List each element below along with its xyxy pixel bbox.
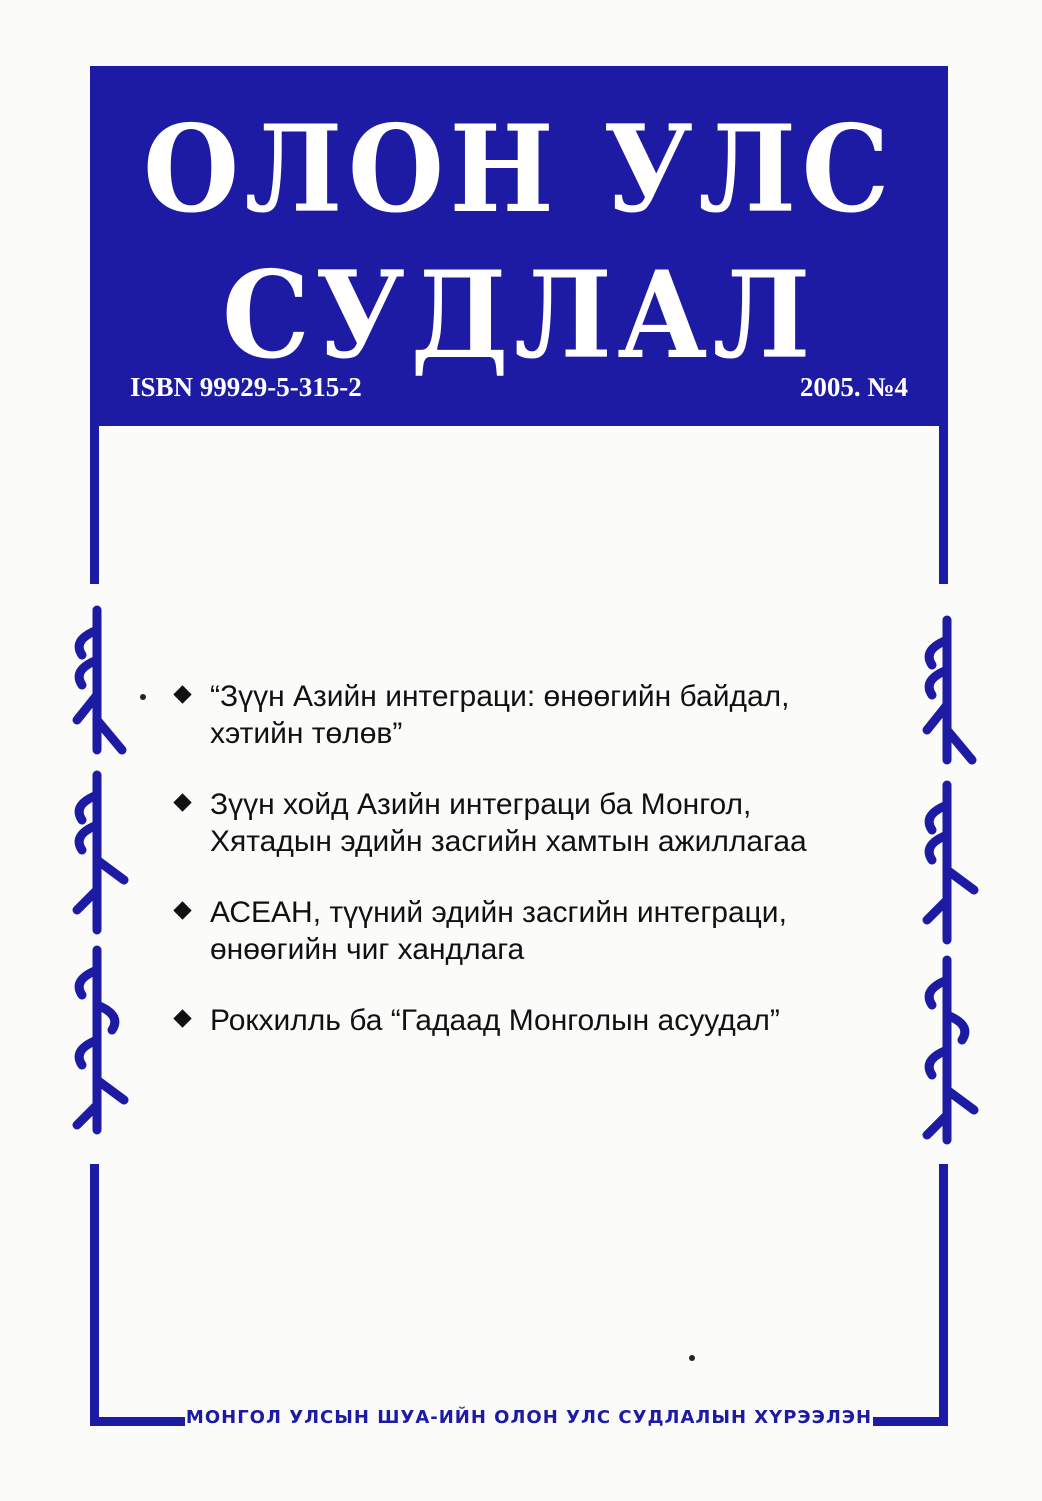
speck [689,1355,695,1361]
diamond-bullet-icon [173,901,191,919]
diamond-bullet-icon [173,793,191,811]
contents-item-text: Рокхилль ба “Гадаад Монголын асуудал” [210,1004,780,1037]
diamond-bullet-icon [173,1009,191,1027]
cover-header [90,66,948,426]
contents-item [176,1002,876,1039]
contents-item-text: Зүүн хойд Азийн интеграци ба Монгол, Хятадын эдийн засгийн хамтын ажиллагаа [210,788,807,858]
journal-title-line-1: ОЛОН УЛС [143,99,895,240]
mongolian-script-emblem-right [902,600,992,1150]
journal-title-line-2: СУДЛАЛ [222,245,816,386]
contents-item [176,894,876,968]
contents-item [176,786,876,860]
frame-right-bottom [939,1164,948,1426]
contents-item-text: “Зүүн Азийн интеграци: өнөөгийн байдал, хэтийн төлөв” [210,680,790,750]
table-of-contents [176,678,876,1073]
frame-left-top [90,426,99,584]
mongolian-script-emblem-left [52,600,142,1150]
issue-number: 2005. №4 [799,372,908,402]
speck [140,694,146,700]
mongolian-script-icon [902,600,992,1150]
mongolian-script-icon [52,600,142,1150]
isbn-number: ISBN 99929-5-315-2 [130,372,362,402]
frame-left-bottom [90,1164,99,1426]
contents-item-text: АСЕАН, түүний эдийн засгийн интеграци, өнөөгийн чиг хандлага [210,896,787,966]
diamond-bullet-icon [173,685,191,703]
publisher-name: МОНГОЛ УЛСЫН ШУА-ИЙН ОЛОН УЛС СУДЛАЛЫН ХҮРЭЭЛЭН [185,1407,873,1428]
frame-bottom-right [873,1417,948,1426]
frame-right-top [939,426,948,584]
frame-bottom-left [90,1417,185,1426]
contents-item [176,678,876,752]
